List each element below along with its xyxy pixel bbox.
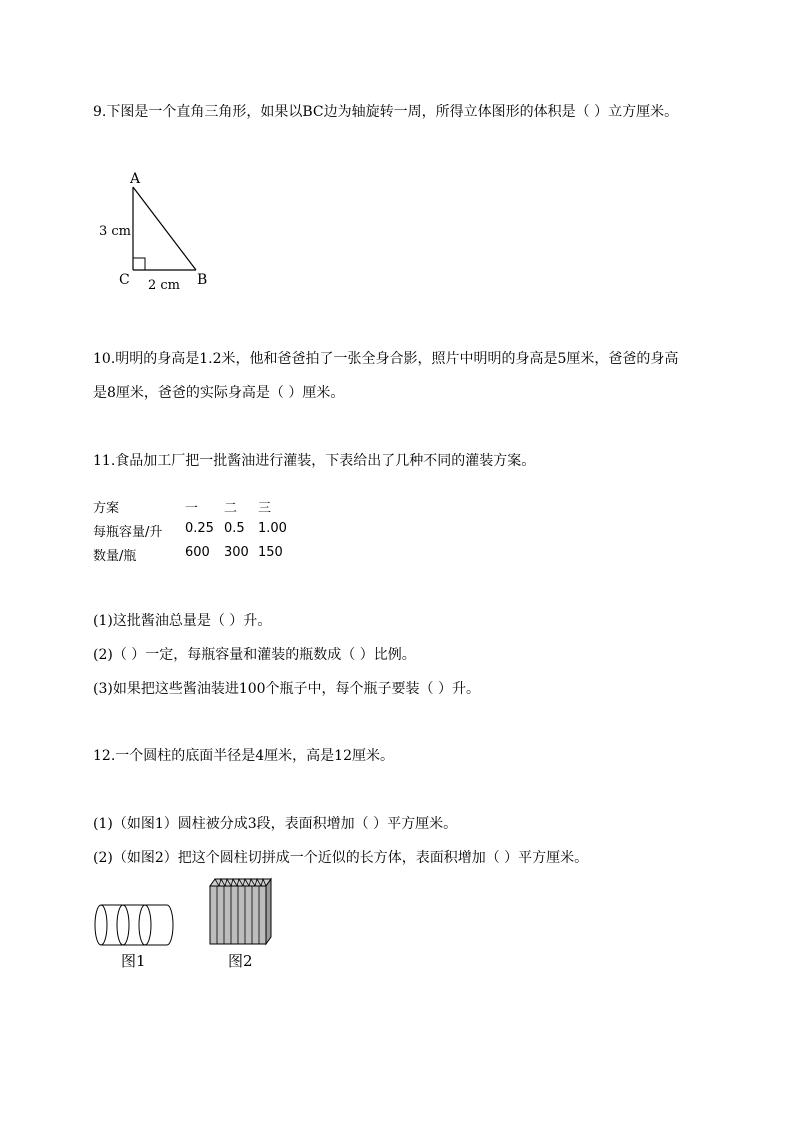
cylinder-section-ellipse [139,905,151,945]
figure-2-label: 图2 [228,952,253,970]
label-a: A [130,171,141,187]
q11-sub2: (2)（ ）一定，每瓶容量和灌装的瓶数成（ ）比例。 [93,647,416,663]
q9-text: 9.下图是一个直角三角形，如果以BC边为轴旋转一周，所得立体图形的体积是（ ）立方厘米。 [93,104,679,120]
table-cell: 数量/瓶 [93,549,137,564]
right-triangle-figure [90,165,220,295]
label-side-ac: 3 cm [99,224,132,239]
q11-sub3: (3)如果把这些酱油装进100个瓶子中，每个瓶子要装（ ）升。 [93,681,481,697]
cuboid-side-face [266,879,271,944]
table-cell: 150 [258,545,283,560]
table-cell: 300 [224,545,249,560]
q12-sub1: (1)（如图1）圆柱被分成3段，表面积增加（ ）平方厘米。 [93,816,458,832]
right-angle-mark [133,258,145,270]
table-cell: 0.5 [224,521,245,536]
q12-sub2: (2)（如图2）把这个圆柱切拼成一个近似的长方体，表面积增加（ ）平方厘米。 [93,850,589,866]
cuboid-figure-2 [205,876,280,948]
table-cell: 每瓶容量/升 [93,525,163,540]
table-header-cell: 二 [224,501,238,516]
table-cell: 1.00 [258,521,287,536]
cylinder-section-ellipse [117,905,129,945]
q12-text: 12.一个圆柱的底面半径是4厘米，高是12厘米。 [93,748,394,764]
table-cell: 0.25 [185,521,214,536]
table-header-cell: 三 [258,501,272,516]
cylinder-section-ellipse [95,905,107,945]
table-cell: 600 [185,545,210,560]
label-b: B [197,272,208,288]
table-header-cell: 一 [185,501,199,516]
q11-sub1: (1)这批酱油总量是（ ）升。 [93,613,272,629]
label-c: C [119,272,130,288]
q11-text: 11.食品加工厂把一批酱油进行灌装，下表给出了几种不同的灌装方案。 [93,453,536,469]
figure-1-label: 图1 [121,952,146,970]
label-side-cb: 2 cm [148,278,181,293]
cylinder-end-arc [167,905,173,945]
q10-line2: 是8厘米，爸爸的实际身高是（ ）厘米。 [93,385,345,401]
cylinder-figure-1 [90,900,180,950]
table-header-cell: 方案 [93,501,120,516]
q10-line1: 10.明明的身高是1.2米，他和爸爸拍了一张全身合影，照片中明明的身高是5厘米，爸爸的身高 [93,351,679,367]
